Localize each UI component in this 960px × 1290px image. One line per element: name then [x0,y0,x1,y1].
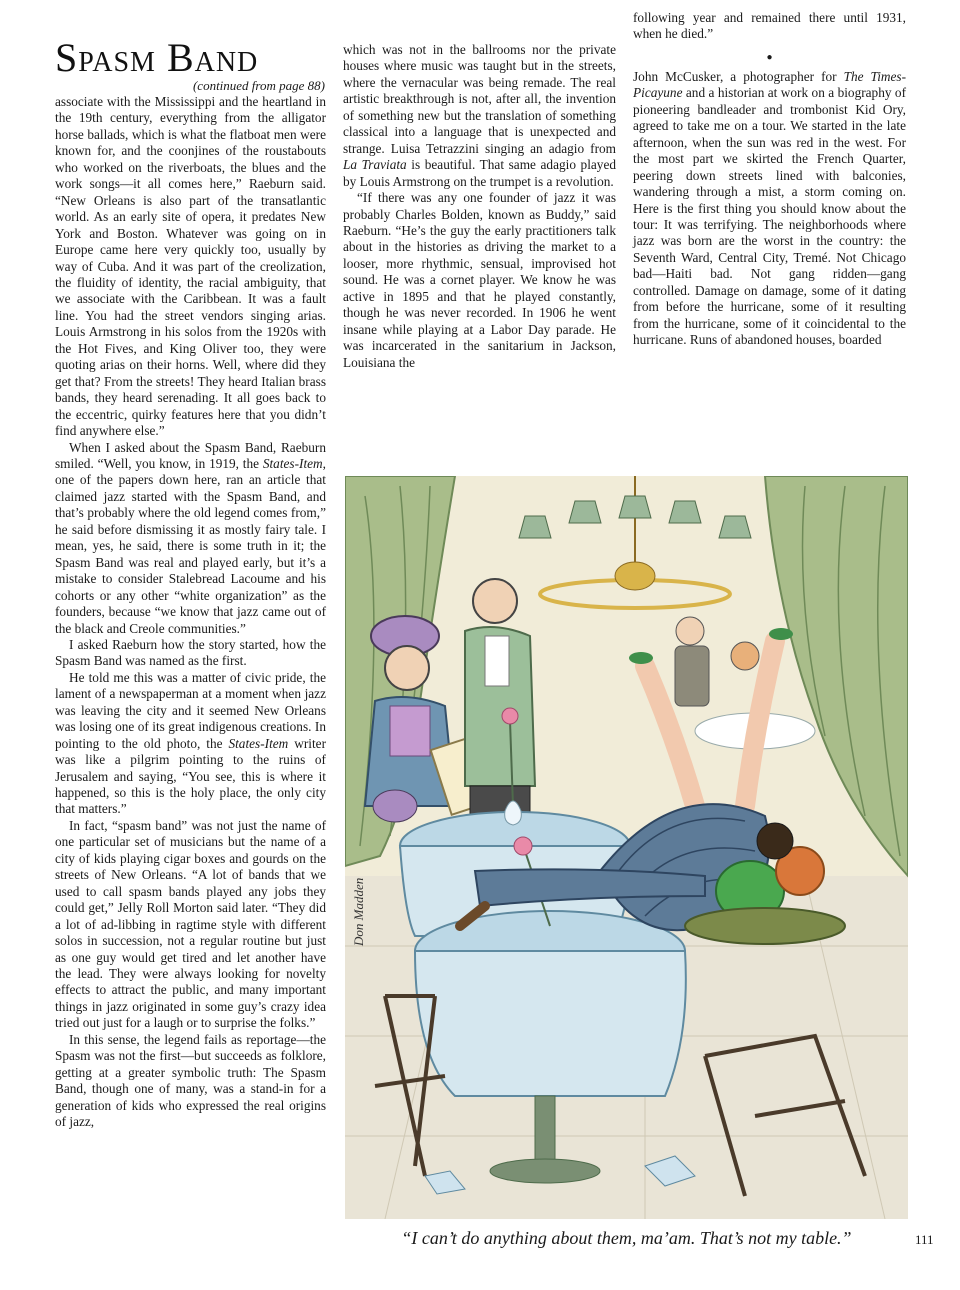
paragraph: In fact, “spasm band” was not just the name of one particular set of musicians but the name of a city of kids playing cigar boxes and gourds on the streets of New Orleans. “A lot of bands that we used to call spasm bands played any jobs they could get,” Jelly Roll Morton said later. “They did a lot of ad-libbing in ragtime style with different solos in succession, not a regular routine but just as one guy would get tired and let another have the lead. They were always looking for novelty effects to attract the public, and many important things in jazz originated in some guy’s crazy idea tried out just for a laugh or to surprise the folks.” [55,817,326,1031]
paragraph: He told me this was a matter of civic pride, the lament of a newspaperman at a moment when jazz was leaving the city and it seemed New Orleans was losing one of its great indigenous creations. In pointing to the old photo, the States-Item writer was like a pilgrim pointing to the ruins of Jerusalem and saying, “You see, this is where it happened, so this is the holy place, the only city that matters.” [55,669,326,817]
man-head [757,823,793,859]
green-shoe [629,652,653,664]
handbag [373,790,417,822]
text-column-1 [55,94,326,1131]
section-separator: ● [766,51,773,63]
green-shoe [769,628,793,640]
table-base [490,1159,600,1183]
side-table [685,908,845,944]
text-column-2 [343,42,616,371]
paragraph: following year and remained there until 1931, when he died.” [633,10,906,42]
paragraph: associate with the Mississippi and the heartland in the 19th century, everything from the alligator horse ballads, which is what the flatboat men were known for, and the coonjines of the roustabouts who worked on the riverboats, the blues and the work songs—it all comes here,” Raeburn said. “New Orleans is also part of the transatlantic world. As an early site of opera, it predates New York and Boston. Whatever was going on in Europe came here very quickly too, usually by way of Cuba. And it was part of the creolization, the fluidity of identity, the racial ambiguity, that we associate with the Caribbean. It was a fault line. You had the street vendors singing arias. Louis Armstrong in his solos from the 1920s with the Hot Fives, and King Oliver too, they were quoting arias on their horns. Well, where did they get that? From the streets! They heard Italian brass bands, they heard serenading. It all goes back to the eccentric, quirky features here that you didn’t find anywhere else.” [55,94,326,439]
article-title: Spasm Band [55,35,259,80]
paragraph: In this sense, the legend fails as reportage—the Spasm was not the first—but succeeds as folklore, getting at a greater symbolic truth: The Spasm Band, though one of many, was a stand-in for a generation of kids who expressed the real origins of jazz, [55,1031,326,1130]
paragraph: When I asked about the Spasm Band, Raeburn smiled. “Well, you know, in 1919, the States-Item, one of the papers down here, ran an article that claimed jazz started with the Spasm Band, and that’s probably where the old legend comes from,” he said before dismissing it as mostly fairy tale. I mean, yes, he said, there is some truth in it; the Spasm Band was real and played early, but it’s a mistake to consider Stalebread Lacoume and his cohorts or any other “white organization” as the founders, because “we know that jazz came out of the black and Creole communities.” [55,439,326,636]
artist-signature: Don Madden [351,877,366,946]
background-diner [676,617,704,645]
paragraph: which was not in the ballrooms nor the private houses where music was taught but in the streets, where the vernacular was being remade. The real artistic breakthrough is not, after all, the invention of something new but the translation of something classical into a language that is unexpected and strange. Luisa Tetrazzini singing an adagio from La Traviata is beautiful. That same adagio played by Louis Armstrong on the trumpet is a revolution. [343,42,616,189]
paragraph: John McCusker, a photographer for The Times-Picayune and a historian at work on a biography of pioneering bandleader and trombonist Kid Ory, agreed to take me on a tour. We started in the late afternoon, when the sun was red in the west. For the most part we skirted the French Quarter, peering down streets lined with balconies, wandering through a mist, a storm coming on. Here is the first thing you should know about the tour: It was terrifying. The neighborhoods where jazz was born are the worst in the country: the Seventh Ward, Central City, Tremé. Not Chicago bad—Haiti bad. Not gang ridden—gang controlled. Damage on damage, some of it dating from before the hurricane, some of it resulting from the hurricane, some of it coincidental to the hurricane. Runs of abandoned houses, boarded [633,68,906,348]
paragraph: “If there was any one founder of jazz it was probably Charles Bolden, known as Buddy,” said Raeburn. “He’s the guy the early practitioners talk about in the histories as driving the market to a looser, more rhythmic, sensual, improvised hot sound. He was a cornet player. We know he was active in 1895 and that he played constantly, though he was never recorded. In 1906 he went insane while playing at a Labor Day parade. He was incarcerated in the sanitarium in Jackson, Louisiana the [343,190,616,370]
text-column-3 [633,10,906,349]
continued-note: (continued from page 88) [192,78,325,93]
background-woman [731,642,759,670]
cartoon-caption: “I can’t do anything about them, ma’am. That’s not my table.” [401,1228,852,1248]
paragraph: I asked Raeburn how the story started, how the Spasm Band was named as the first. [55,636,326,669]
page-number: 111 [915,1232,934,1247]
restaurant-scene [345,476,908,1219]
cartoon-illustration [345,476,908,1219]
